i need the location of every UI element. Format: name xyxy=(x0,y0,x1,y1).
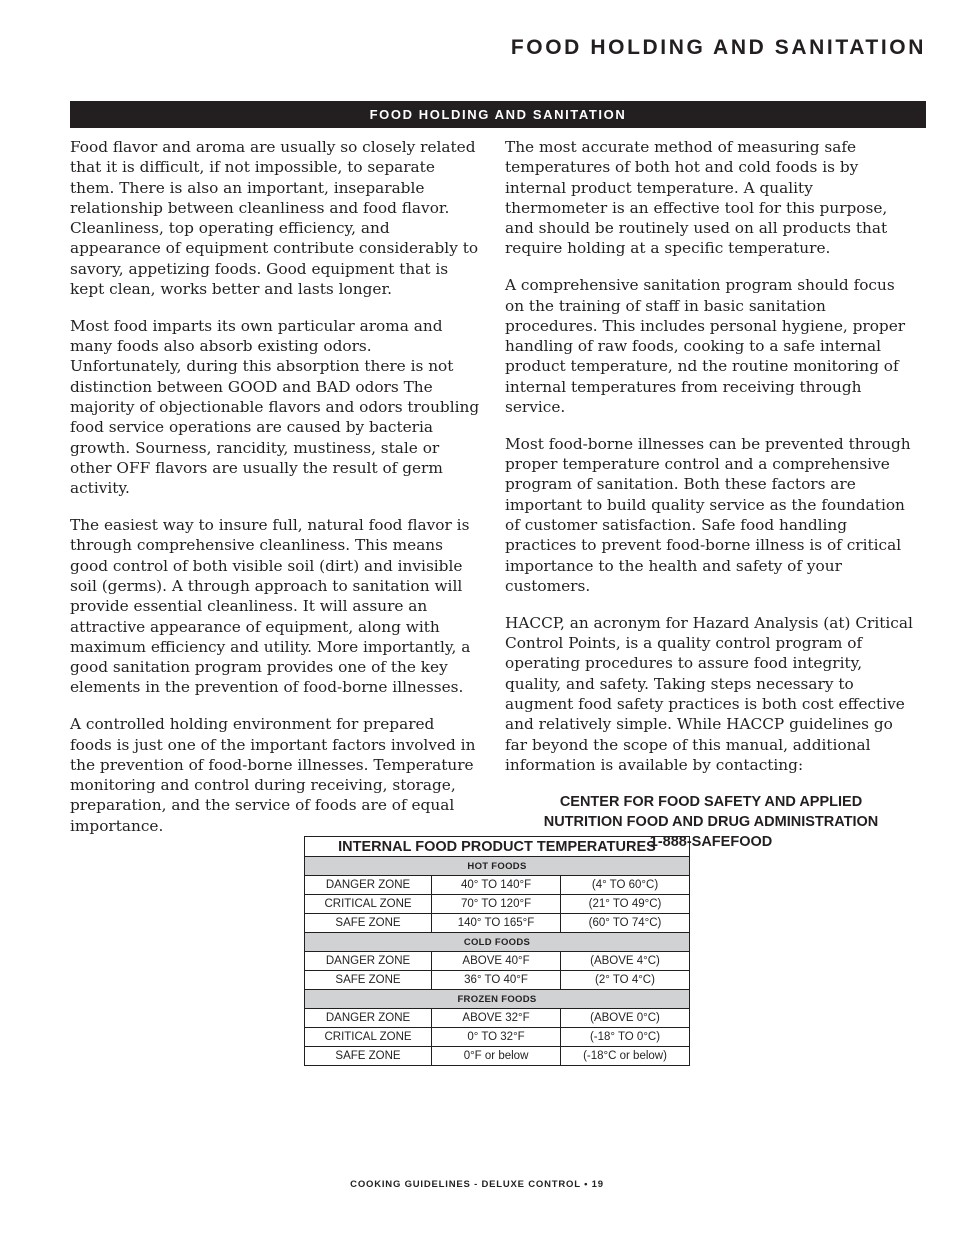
celsius-cell: (-18°C or below) xyxy=(561,1047,690,1066)
contact-line: NUTRITION FOOD AND DRUG ADMINISTRATION xyxy=(543,813,879,830)
zone-cell: SAFE ZONE xyxy=(305,971,432,990)
zone-cell: SAFE ZONE xyxy=(305,1047,432,1066)
table-section-hot: HOT FOODS xyxy=(305,857,690,876)
table-row xyxy=(305,1009,690,1028)
celsius-cell: (4° TO 60°C) xyxy=(561,876,690,895)
contact-phone: 1-888-SAFEFOOD xyxy=(649,834,773,851)
paragraph: The easiest way to insure full, natural food flavor is through comprehensive cleanliness. This means good control of both visible soil (dirt) and invisible soil (germs). A through approach to sanitation will provide essential cleanliness. It will assure an attractive appearance of equipment, along with maximum efficiency and utility. More importantly, a good sanitation program provides one of the key elements in the prevention of food-borne illnesses. xyxy=(70,516,471,697)
table-title-row xyxy=(305,837,690,857)
paragraph: HACCP, an acronym for Hazard Analysis (at) Critical Control Points, is a quality control program of operating procedures to assure food integrity, quality, and safety. Taking steps necessary to augment food safety practices is both cost effective and relatively simple. While HACCP guidelines go far beyond the scope of this manual, additional information is available by contacting: xyxy=(505,613,913,774)
page-footer: COOKING GUIDELINES - DELUXE CONTROL • 19 xyxy=(350,1179,604,1190)
celsius-cell: (2° TO 4°C) xyxy=(561,971,690,990)
table-row xyxy=(305,914,690,933)
paragraph: The most accurate method of measuring safe temperatures of both hot and cold foods is by internal product temperature. A quality thermometer is an effective tool for this purpose, and should be routinely used on all products that require holding at a specific temperature. xyxy=(505,138,888,258)
fahrenheit-cell: 40° TO 140°F xyxy=(432,876,561,895)
fahrenheit-cell: 36° TO 40°F xyxy=(432,971,561,990)
table-section-frozen: FROZEN FOODS xyxy=(305,990,690,1009)
celsius-cell: (ABOVE 4°C) xyxy=(561,952,690,971)
paragraph: Food flavor and aroma are usually so closely related that it is difficult, if not impossible, to separate them. There is also an important, inseparable relationship between cleanliness and food flavor. Cleanliness, top operating efficiency, and appearance of equipment contribute considerably to savory, appetizing foods. Good equipment that is kept clean, works better and lasts longer. xyxy=(70,138,479,299)
table-row xyxy=(305,1028,690,1047)
zone-cell: CRITICAL ZONE xyxy=(305,895,432,914)
table-row xyxy=(305,971,690,990)
page-title: FOOD HOLDING AND SANITATION xyxy=(510,36,926,59)
table-row xyxy=(305,895,690,914)
table-row xyxy=(305,952,690,971)
zone-cell: CRITICAL ZONE xyxy=(305,1028,432,1047)
table-row xyxy=(305,876,690,895)
fahrenheit-cell: 70° TO 120°F xyxy=(432,895,561,914)
zone-cell: DANGER ZONE xyxy=(305,1009,432,1028)
fahrenheit-cell: 0° TO 32°F xyxy=(432,1028,561,1047)
fahrenheit-cell: 140° TO 165°F xyxy=(432,914,561,933)
temperature-table xyxy=(304,836,690,1066)
zone-cell: SAFE ZONE xyxy=(305,914,432,933)
celsius-cell: (-18° TO 0°C) xyxy=(561,1028,690,1047)
right-column xyxy=(505,137,917,853)
celsius-cell: (ABOVE 0°C) xyxy=(561,1009,690,1028)
fahrenheit-cell: 0°F or below xyxy=(432,1047,561,1066)
paragraph: A comprehensive sanitation program should focus on the training of staff in basic sanitation procedures. This includes personal hygiene, proper handling of raw foods, cooking to a safe internal product temperature, nd the routine monitoring of internal temperatures from receiving through service. xyxy=(505,276,906,417)
table-title: INTERNAL FOOD PRODUCT TEMPERATURES xyxy=(305,837,690,857)
section-header: FOOD HOLDING AND SANITATION xyxy=(70,101,926,128)
paragraph: Most food imparts its own particular aroma and many foods also absorb existing odors. Unfortunately, during this absorption there is not distinction between GOOD and BAD odors The majority of objectionable flavors and odors troubling food service operations are caused by bacteria growth. Sourness, rancidity, mustiness, stale or other OFF flavors are usually the result of germ activity. xyxy=(70,316,480,498)
left-column xyxy=(70,137,480,853)
table-section-cold: COLD FOODS xyxy=(305,933,690,952)
fahrenheit-cell: ABOVE 32°F xyxy=(432,1009,561,1028)
zone-cell: DANGER ZONE xyxy=(305,952,432,971)
table-section-row xyxy=(305,857,690,876)
paragraph: Most food-borne illnesses can be prevented through proper temperature control and a comprehensive program of sanitation. Both these factors are important to build quality service as the foundation of customer satisfaction. Safe food handling practices to prevent food-borne illness is of critical importance to the health and safety of your customers. xyxy=(505,434,911,595)
celsius-cell: (21° TO 49°C) xyxy=(561,895,690,914)
celsius-cell: (60° TO 74°C) xyxy=(561,914,690,933)
table-section-row xyxy=(305,990,690,1009)
table-row xyxy=(305,1047,690,1066)
fahrenheit-cell: ABOVE 40°F xyxy=(432,952,561,971)
zone-cell: DANGER ZONE xyxy=(305,876,432,895)
paragraph: A controlled holding environment for prepared foods is just one of the important factors involved in the prevention of food-borne illnesses. Temperature monitoring and control during receiving, storage, preparation, and the service of foods are of equal importance. xyxy=(70,715,476,835)
contact-line: CENTER FOR FOOD SAFETY AND APPLIED xyxy=(559,793,863,810)
table-section-row xyxy=(305,933,690,952)
